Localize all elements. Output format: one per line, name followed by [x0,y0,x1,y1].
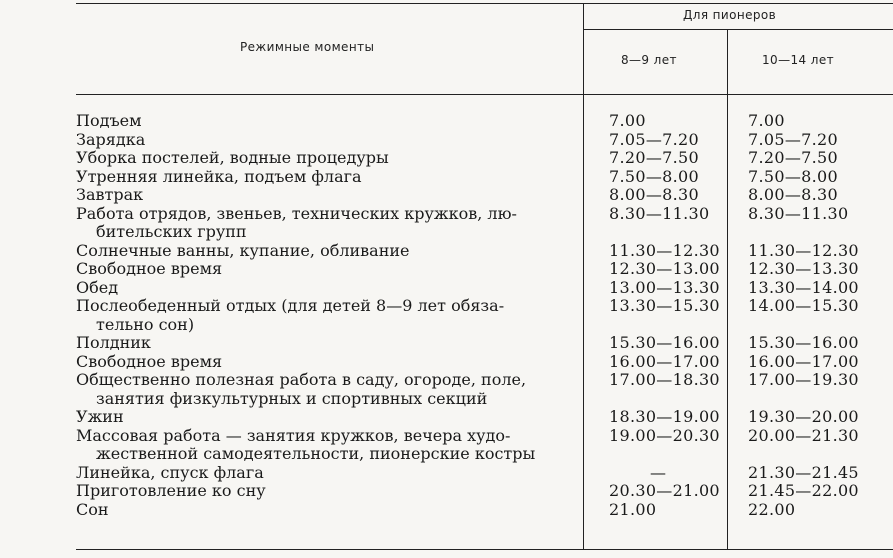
time-cell-10-14: 20.00—21.30 [748,425,859,445]
table-row [0,371,893,408]
table-row [0,186,893,205]
time-cell-10-14: 16.00—17.00 [748,351,859,371]
table-row [0,427,893,464]
time-cell-10-14: 12.30—13.30 [748,259,859,278]
activity-text: Приготовление ко сну [76,481,266,500]
time-cell-10-14: 21.30—21.45 [748,462,859,482]
table-row [0,205,893,242]
time-cell-8-9: 7.20—7.50 [609,148,699,167]
time-cell-8-9: 12.30—13.00 [609,259,720,278]
header-age-8-9: 8—9 лет [621,53,677,67]
activity-text: бительских групп [96,222,247,241]
table-row [0,260,893,279]
activity-cell [76,260,576,279]
header-age-10-14: 10—14 лет [762,53,834,67]
time-cell-8-9: 16.00—17.00 [609,351,720,371]
time-cell-8-9: 7.05—7.20 [609,129,699,149]
table-row [0,353,893,372]
activity-cell [76,427,576,464]
time-cell-10-14: 7.00 [748,111,785,130]
activity-text: Работа отрядов, звеньев, технических кружков, лю- [76,203,517,223]
activity-text: Полдник [76,333,151,352]
time-cell-8-9: 13.30—15.30 [609,296,720,315]
activity-cell [76,501,576,520]
time-cell-10-14: 11.30—12.30 [748,240,859,260]
table-row [0,482,893,501]
activity-text: Завтрак [76,185,144,204]
activity-text: Послеобеденный отдых (для детей 8—9 лет обяза- [76,296,505,315]
time-cell-8-9: 8.00—8.30 [609,185,699,204]
time-cell-10-14: 8.00—8.30 [748,185,838,204]
time-cell-8-9: 15.30—16.00 [609,333,720,352]
activity-text: Уборка постелей, водные процедуры [76,148,389,167]
table-bottom-rule [76,549,893,550]
table-row [0,297,893,334]
activity-cell [76,168,576,187]
time-cell-10-14: 7.20—7.50 [748,148,838,167]
time-cell-8-9: 8.30—11.30 [609,203,710,223]
table-row [0,501,893,520]
time-cell-10-14: 22.00 [748,499,796,519]
time-cell-10-14: 15.30—16.00 [748,333,859,352]
activity-cell [76,353,576,372]
activity-text: Массовая работа — занятия кружков, вечера худо- [76,425,511,445]
time-cell-10-14: 8.30—11.30 [748,203,849,223]
activity-cell [76,408,576,427]
activity-text: Солнечные ванны, купание, обливание [76,240,410,260]
time-cell-8-9: 7.50—8.00 [609,166,699,186]
time-cell-10-14: 7.05—7.20 [748,129,838,149]
activity-cell [76,297,576,334]
activity-cell [76,205,576,242]
table-row [0,131,893,150]
activity-text: занятия физкультурных и спортивных секций [96,388,488,408]
activity-cell [76,371,576,408]
activity-text: Подъем [76,111,142,130]
activity-text: Зарядка [76,129,146,149]
time-cell-10-14: 7.50—8.00 [748,166,838,186]
activity-cell [76,279,576,298]
activity-text: Общественно полезная работа в саду, огороде, поле, [76,370,527,389]
activity-cell [76,149,576,168]
time-cell-8-9: 18.30—19.00 [609,407,720,426]
table-row [0,242,893,261]
table-body [0,112,893,519]
table-row [0,408,893,427]
table-row [0,112,893,131]
activity-text: жественной самодеятельности, пионерские костры [96,444,536,463]
time-cell-10-14: 13.30—14.00 [748,277,859,297]
activity-text: Свободное время [76,259,223,278]
activity-text: Обед [76,277,119,297]
header-activity: Режимные моменты [240,40,375,54]
activity-text: Утренняя линейка, подъем флага [76,166,362,186]
activity-cell [76,482,576,501]
group-header-rule [583,29,893,30]
time-cell-8-9: 19.00—20.30 [609,425,720,445]
activity-text: Свободное время [76,351,223,371]
time-cell-10-14: 21.45—22.00 [748,481,859,500]
activity-text: Линейка, спуск флага [76,462,264,482]
header-group-title: Для пионеров [683,8,777,22]
activity-cell [76,131,576,150]
time-cell-8-9: — [650,462,667,482]
table-row [0,334,893,353]
time-cell-10-14: 19.30—20.00 [748,407,859,426]
time-cell-10-14: 14.00—15.30 [748,296,859,315]
time-cell-8-9: 13.00—13.30 [609,277,720,297]
table-row [0,279,893,298]
activity-cell [76,242,576,261]
activity-cell [76,186,576,205]
time-cell-8-9: 7.00 [609,111,646,130]
activity-text: тельно сон) [96,314,195,334]
table-top-rule [76,3,893,4]
time-cell-10-14: 17.00—19.30 [748,370,859,389]
time-cell-8-9: 11.30—12.30 [609,240,720,260]
table-row [0,149,893,168]
activity-text: Ужин [76,407,124,426]
time-cell-8-9: 20.30—21.00 [609,481,720,500]
table-row [0,168,893,187]
table-row [0,464,893,483]
activity-cell [76,334,576,353]
time-cell-8-9: 21.00 [609,499,657,519]
header-bottom-rule [76,94,893,95]
activity-cell [76,112,576,131]
activity-cell [76,464,576,483]
activity-text: Сон [76,499,109,519]
time-cell-8-9: 17.00—18.30 [609,370,720,389]
